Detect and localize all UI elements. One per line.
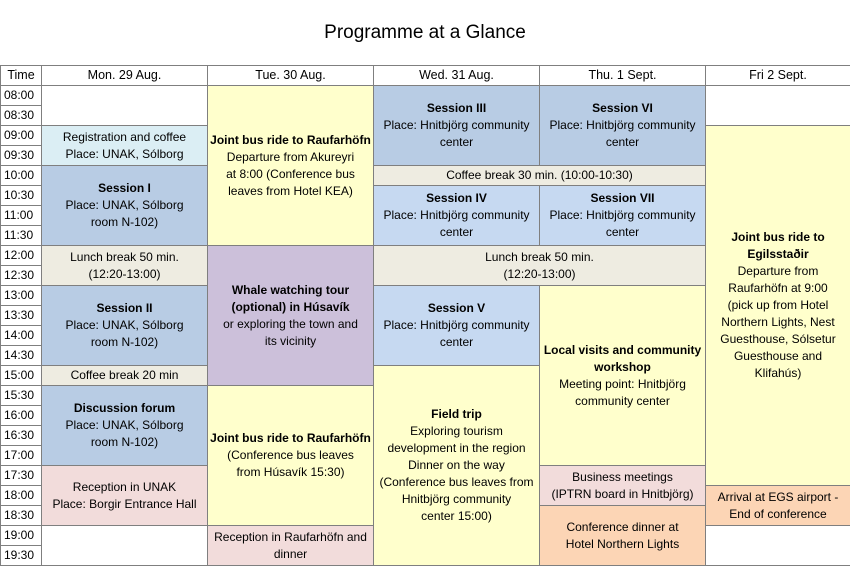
cell-line: Local visits and community bbox=[543, 342, 702, 357]
cell-line: Lunch break 50 min. bbox=[70, 249, 179, 264]
time-slot bbox=[0, 465, 42, 486]
cell-line: Whale watching tour bbox=[231, 282, 350, 297]
session-4-block bbox=[373, 185, 540, 246]
cell-line: Place: Hnitbjörg community bbox=[383, 208, 530, 222]
time-label: 12:00 bbox=[4, 248, 35, 262]
time-label: 11:00 bbox=[4, 208, 34, 222]
cell-line: center bbox=[439, 135, 474, 149]
header-label: Fri 2 Sept. bbox=[749, 68, 807, 82]
block-title: Session I bbox=[98, 181, 151, 195]
page-title: Programme at a Glance bbox=[324, 21, 526, 43]
cell-line: leaves from Hotel KEA) bbox=[228, 183, 353, 198]
time-label: 14:30 bbox=[4, 348, 35, 362]
time-slot bbox=[0, 425, 42, 446]
cell-line: at 8:00 (Conference bus bbox=[226, 166, 355, 181]
bus-ride-block bbox=[207, 385, 374, 526]
cell-line: Lunch break 50 min. bbox=[485, 249, 594, 264]
cell-line: Departure from bbox=[737, 264, 819, 278]
time-slot bbox=[0, 285, 42, 306]
block-title: Discussion forum bbox=[73, 401, 176, 415]
cell-line: Egilsstaðir bbox=[747, 247, 809, 261]
time-slot bbox=[0, 365, 42, 386]
cell-line: Reception in Raufarhöfn and bbox=[214, 529, 367, 544]
conference-dinner-block bbox=[539, 505, 706, 566]
time-slot bbox=[0, 345, 42, 366]
time-slot bbox=[0, 405, 42, 426]
arrival-block bbox=[705, 485, 850, 526]
session-5-block bbox=[373, 285, 540, 366]
discussion-forum-block bbox=[41, 385, 208, 466]
cell-line: (12:20-13:00) bbox=[88, 266, 161, 281]
time-label: 08:30 bbox=[4, 108, 35, 122]
cell-line: Klifahús) bbox=[754, 366, 802, 380]
cell-line: Place: Borgir Entrance Hall bbox=[52, 496, 197, 511]
block-title: Joint bus ride to Raufarhöfn bbox=[210, 132, 371, 147]
cell-line: Registration and coffee bbox=[62, 129, 187, 144]
cell-line: Raufarhöfn at 9:00 bbox=[728, 281, 828, 295]
cell-line: Departure from Akureyri bbox=[226, 149, 355, 164]
registration-block bbox=[41, 125, 208, 166]
empty-slot bbox=[41, 525, 208, 566]
block-title: Session II bbox=[96, 301, 153, 315]
time-label: 10:30 bbox=[4, 188, 35, 202]
time-label: 10:00 bbox=[4, 168, 35, 182]
empty-slot bbox=[41, 85, 208, 126]
cell-line: Exploring tourism bbox=[410, 424, 503, 438]
block-title: Joint bus ride to Raufarhöfn bbox=[210, 431, 371, 445]
cell-line: Place: UNAK, Sólborg bbox=[65, 146, 184, 161]
cell-line: Guesthouse, Sólsetur bbox=[720, 332, 836, 346]
cell-line: Guesthouse and bbox=[733, 349, 823, 363]
cell-line: or exploring the town and bbox=[223, 316, 358, 331]
cell-line: Arrival at EGS airport - bbox=[717, 489, 839, 504]
time-label: 18:00 bbox=[4, 488, 35, 502]
bus-ride-block bbox=[207, 85, 374, 246]
time-label: 15:30 bbox=[4, 388, 35, 402]
time-label: 14:00 bbox=[4, 328, 35, 342]
day-header-tue bbox=[207, 65, 374, 86]
empty-slot bbox=[705, 85, 850, 126]
cell-line: (Conference bus leaves from bbox=[379, 475, 534, 489]
day-header-mon bbox=[41, 65, 208, 86]
session-2-block bbox=[41, 285, 208, 366]
time-slot bbox=[0, 105, 42, 126]
time-slot bbox=[0, 225, 42, 246]
block-title: Session VII bbox=[590, 191, 655, 205]
cell-line: Place: UNAK, Sólborg bbox=[65, 418, 184, 432]
coffee-break-block bbox=[41, 365, 208, 386]
header-label: Tue. 30 Aug. bbox=[255, 68, 326, 82]
whale-watching-block bbox=[207, 245, 374, 386]
block-title: Session IV bbox=[426, 191, 487, 205]
cell-line: center bbox=[605, 135, 640, 149]
cell-line: Dinner on the way bbox=[408, 458, 505, 472]
cell-line: Joint bus ride to bbox=[731, 230, 825, 244]
cell-line: Coffee break 20 min bbox=[70, 368, 179, 382]
cell-line: (12:20-13:00) bbox=[503, 266, 576, 281]
cell-line: Hnitbjörg community bbox=[401, 492, 512, 506]
time-slot bbox=[0, 545, 42, 566]
time-slot bbox=[0, 125, 42, 146]
header-label: Time bbox=[7, 68, 35, 82]
cell-line: Place: Hnitbjörg community bbox=[383, 318, 530, 332]
time-slot bbox=[0, 385, 42, 406]
day-header-thu bbox=[539, 65, 706, 86]
time-slot bbox=[0, 185, 42, 206]
cell-line: its vicinity bbox=[264, 333, 317, 348]
time-slot bbox=[0, 165, 42, 186]
time-label: 17:00 bbox=[4, 448, 35, 462]
cell-line: center 15:00) bbox=[421, 509, 492, 523]
time-label: 16:00 bbox=[4, 408, 35, 422]
cell-line: center bbox=[605, 225, 640, 239]
block-title: Session V bbox=[427, 301, 486, 315]
cell-line: center bbox=[439, 335, 474, 349]
cell-line: from Húsavík 15:30) bbox=[236, 465, 345, 479]
time-label: 08:00 bbox=[4, 88, 35, 102]
session-3-block bbox=[373, 85, 540, 166]
time-label: 16:30 bbox=[4, 428, 35, 442]
time-slot bbox=[0, 445, 42, 466]
time-label: 19:00 bbox=[4, 528, 35, 542]
block-title: Session III bbox=[426, 101, 487, 115]
cell-line: Reception in UNAK bbox=[72, 479, 177, 494]
session-7-block bbox=[539, 185, 706, 246]
cell-line: Conference dinner at bbox=[566, 519, 679, 534]
time-label: 12:30 bbox=[4, 268, 35, 282]
time-slot bbox=[0, 505, 42, 526]
cell-line: development in the region bbox=[387, 441, 526, 455]
lunch-break-block bbox=[373, 245, 706, 286]
cell-line: room N-102) bbox=[90, 215, 159, 229]
time-label: 09:30 bbox=[4, 148, 35, 162]
time-slot bbox=[0, 485, 42, 506]
cell-line: workshop bbox=[594, 359, 651, 374]
local-visits-block bbox=[539, 285, 706, 466]
block-title: Field trip bbox=[431, 407, 482, 421]
day-header-wed bbox=[373, 65, 540, 86]
cell-line: Place: UNAK, Sólborg bbox=[65, 318, 184, 332]
time-label: 15:00 bbox=[4, 368, 35, 382]
header-label: Wed. 31 Aug. bbox=[419, 68, 494, 82]
reception-block bbox=[207, 525, 374, 566]
cell-line: Business meetings bbox=[572, 469, 673, 484]
time-slot bbox=[0, 525, 42, 546]
field-trip-block bbox=[373, 365, 540, 566]
time-header bbox=[0, 65, 42, 86]
time-slot bbox=[0, 245, 42, 266]
time-label: 09:00 bbox=[4, 128, 35, 142]
session-1-block bbox=[41, 165, 208, 246]
time-label: 13:30 bbox=[4, 308, 35, 322]
time-label: 13:00 bbox=[4, 288, 35, 302]
cell-line: Hotel Northern Lights bbox=[565, 536, 680, 551]
cell-line: room N-102) bbox=[90, 435, 159, 449]
cell-line: room N-102) bbox=[90, 335, 159, 349]
cell-line: (IPTRN board in Hnitbjörg) bbox=[551, 486, 694, 501]
header-label: Mon. 29 Aug. bbox=[87, 68, 162, 82]
cell-line: Place: UNAK, Sólborg bbox=[65, 198, 184, 212]
cell-line: community center bbox=[575, 393, 670, 408]
cell-line: Place: Hnitbjörg community bbox=[383, 118, 530, 132]
block-title: Session VI bbox=[592, 101, 653, 115]
bus-ride-block bbox=[705, 125, 850, 486]
coffee-break-block bbox=[373, 165, 706, 186]
time-slot bbox=[0, 305, 42, 326]
cell-line: Meeting point: Hnitbjörg bbox=[559, 376, 686, 391]
time-label: 11:30 bbox=[4, 228, 34, 242]
cell-line: dinner bbox=[273, 546, 308, 561]
business-meetings-block bbox=[539, 465, 706, 506]
time-slot bbox=[0, 265, 42, 286]
day-header-fri bbox=[705, 65, 850, 86]
cell-line: (pick up from Hotel bbox=[727, 298, 829, 312]
cell-line: (optional) in Húsavík bbox=[231, 299, 350, 314]
cell-line: Coffee break 30 min. (10:00-10:30) bbox=[446, 168, 633, 182]
time-label: 17:30 bbox=[4, 468, 35, 482]
time-label: 19:30 bbox=[4, 548, 35, 562]
time-slot bbox=[0, 205, 42, 226]
time-slot bbox=[0, 85, 42, 106]
reception-block bbox=[41, 465, 208, 526]
cell-line: center bbox=[439, 225, 474, 239]
time-slot bbox=[0, 145, 42, 166]
lunch-break-block bbox=[41, 245, 208, 286]
time-label: 18:30 bbox=[4, 508, 35, 522]
cell-line: End of conference bbox=[729, 506, 827, 521]
cell-line: Northern Lights, Nest bbox=[721, 315, 835, 329]
empty-slot bbox=[705, 525, 850, 566]
cell-line: (Conference bus leaves bbox=[227, 448, 354, 462]
time-slot bbox=[0, 325, 42, 346]
cell-line: Place: Hnitbjörg community bbox=[549, 118, 696, 132]
session-6-block bbox=[539, 85, 706, 166]
cell-line: Place: Hnitbjörg community bbox=[549, 208, 696, 222]
header-label: Thu. 1 Sept. bbox=[588, 68, 657, 82]
